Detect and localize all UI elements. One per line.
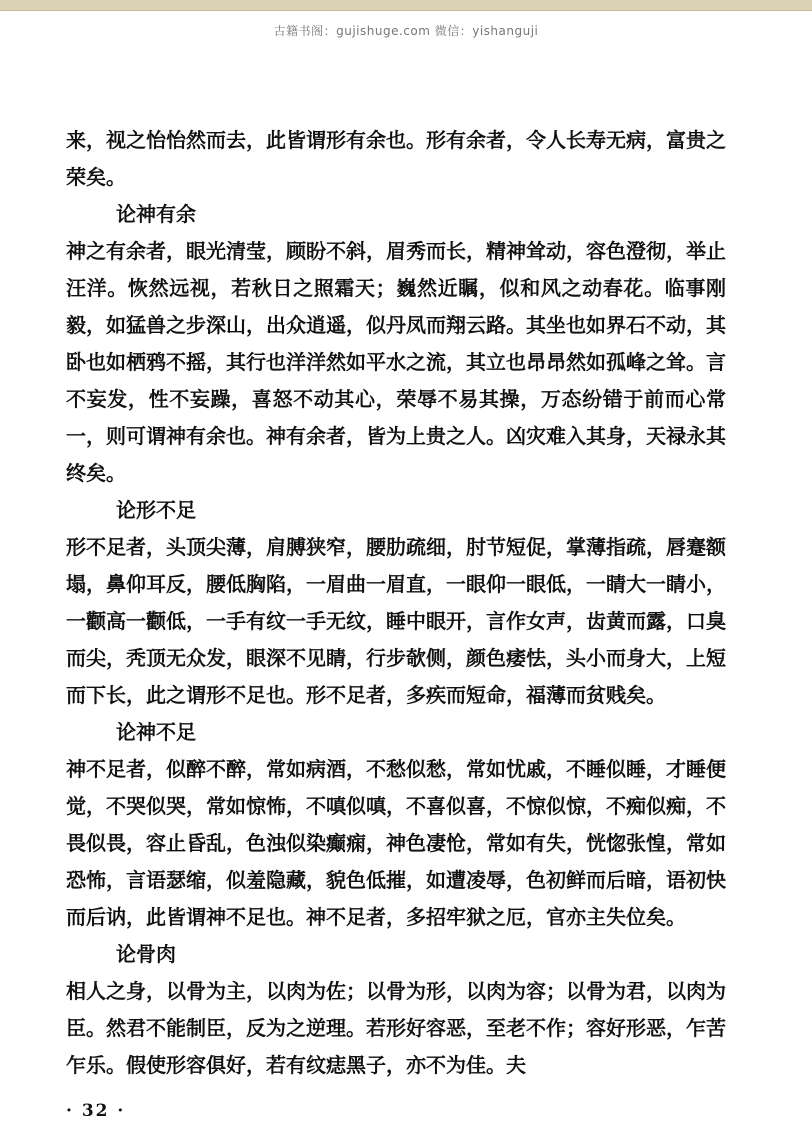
heading-gu-rou: 论骨肉 bbox=[116, 942, 176, 966]
heading-shen-bu-zu: 论神不足 bbox=[116, 720, 196, 744]
watermark-text: 古籍书阁：gujishuge.com 微信：yishanguji bbox=[273, 24, 539, 38]
paragraph-gu-rou: 相人之身，以骨为主，以肉为佐；以骨为形，以肉为容；以骨为君，以肉为臣。然君不能制臣，反为之逆理。若形好容恶，至老不作；容好形恶，乍苦乍乐。假使形容俱好，若有纹痣黑子，亦不为佳。夫 bbox=[66, 979, 726, 1077]
paragraph-shen-bu-zu: 神不足者，似醉不醉，常如病酒，不愁似愁，常如忧戚，不睡似睡，才睡便觉，不哭似哭，常如惊怖，不嗔似嗔，不喜似喜，不惊似惊，不痴似痴，不畏似畏，容止昏乱，色浊似染癫痫，神色凄怆，常如有失，恍惚张惶，常如恐怖，言语瑟缩，似羞隐藏，貌色低摧，如遭凌辱，色初鲜而后暗，语初快而后讷，此皆谓神不足也。神不足者，多招牢狱之厄，官亦主失位矣。 bbox=[66, 757, 726, 929]
paragraph-xing-bu-zu: 形不足者，头顶尖薄，肩膊狭窄，腰肋疏细，肘节短促，掌薄指疏，唇蹇额塌，鼻仰耳反，腰低胸陷，一眉曲一眉直，一眼仰一眼低，一睛大一睛小，一颧高一颧低，一手有纹一手无纹，睡中眼开，言作女声，齿黄而露，口臭而尖，秃顶无众发，眼深不见睛，行步欹侧，颜色痿怯，头小而身大，上短而下长，此之谓形不足也。形不足者，多疾而短命，福薄而贫贱矣。 bbox=[66, 535, 726, 707]
heading-xing-bu-zu: 论形不足 bbox=[116, 498, 196, 522]
page-body bbox=[66, 122, 726, 1084]
heading-shen-you-yu: 论神有余 bbox=[116, 202, 196, 226]
paragraph-shen-you-yu: 神之有余者，眼光清莹，顾盼不斜，眉秀而长，精神耸动，容色澄彻，举止汪洋。恢然远视，若秋日之照霜天；巍然近瞩，似和风之动春花。临事刚毅，如猛兽之步深山，出众逍遥，似丹凤而翔云路。其坐也如界石不动，其卧也如栖鸦不摇，其行也洋洋然如平水之流，其立也昂昂然如孤峰之耸。言不妄发，性不妄躁，喜怒不动其心，荣辱不易其操，万态纷错于前而心常一，则可谓神有余也。神有余者，皆为上贵之人。凶灾难入其身，天禄永其终矣。 bbox=[66, 239, 726, 485]
intro-paragraph: 来，视之怡怡然而去，此皆谓形有余也。形有余者，令人长寿无病，富贵之荣矣。 bbox=[66, 128, 726, 189]
page-number: · 32 · bbox=[66, 1101, 126, 1121]
top-border-strip bbox=[0, 0, 812, 11]
